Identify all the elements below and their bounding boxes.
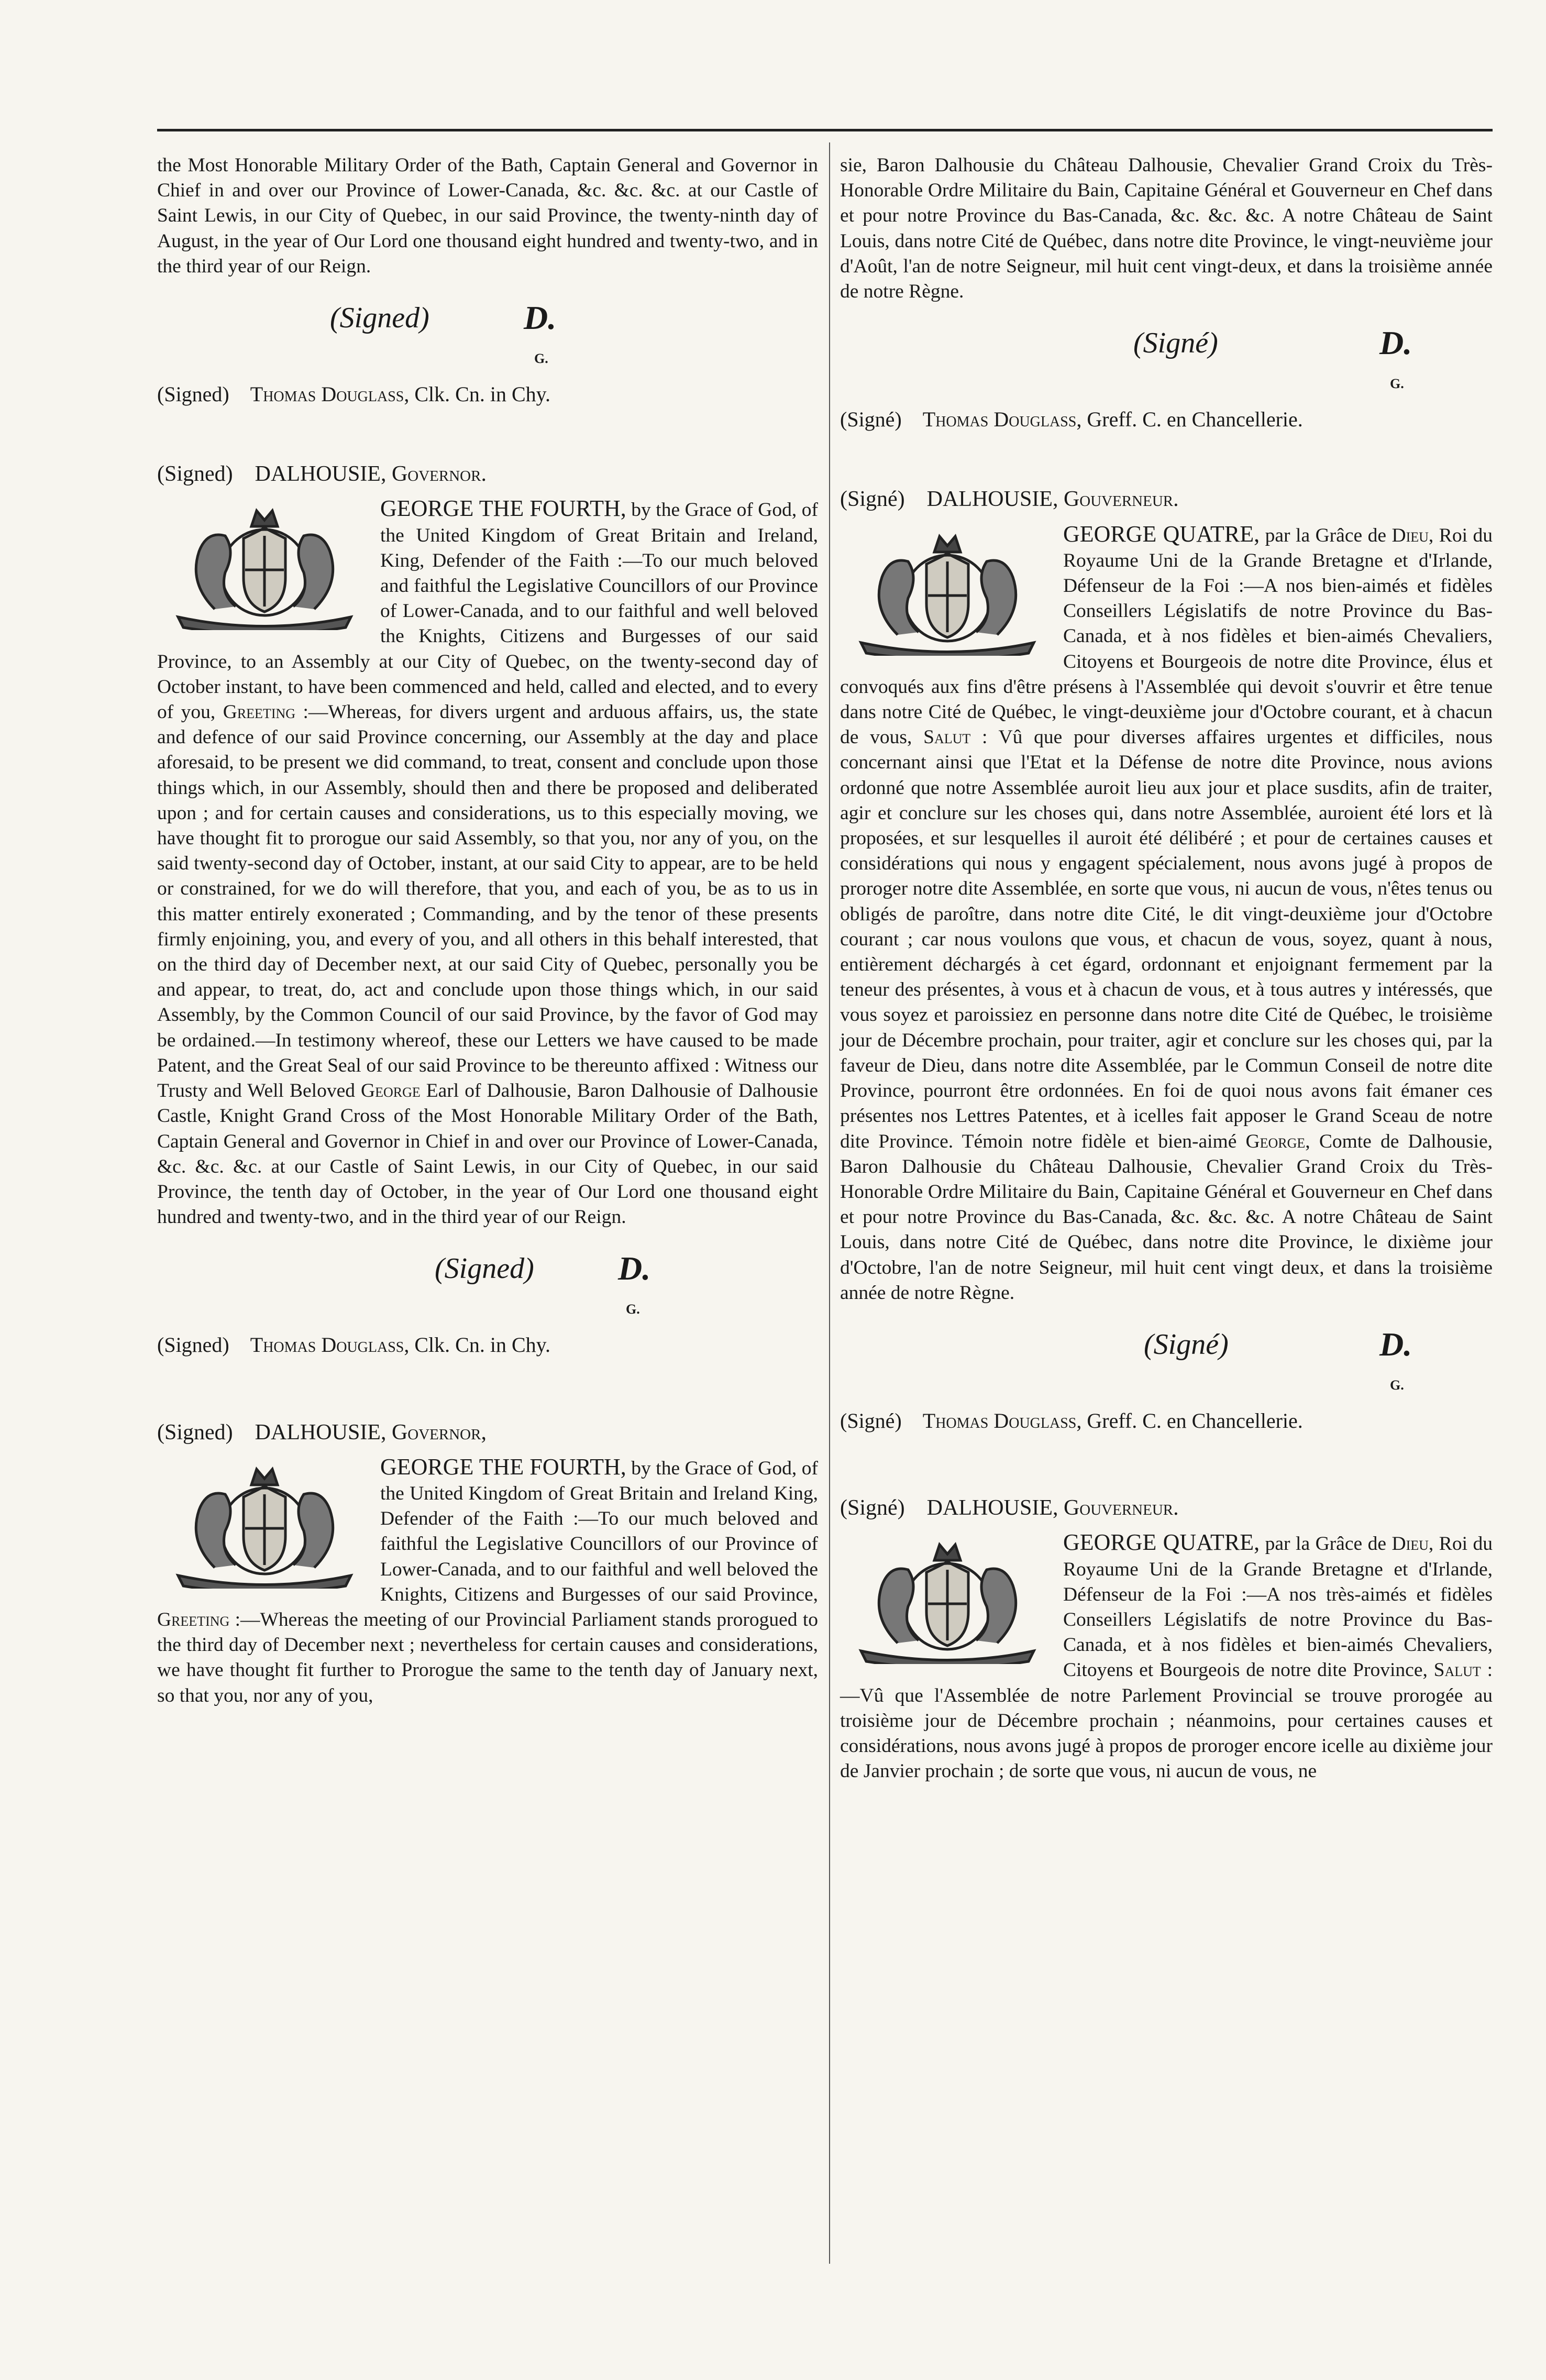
initial-g: G. <box>626 1302 640 1317</box>
salut: Salut <box>1433 1659 1481 1681</box>
french-proclamation-1: GEORGE QUATRE, par la Grâce de Dieu, Roi du Royaume Uni de la Grande Bretagne et d'Irlande, Défenseur de la Foi :—A nos bien-aimés et fidèles Conseillers Législatifs de notre Province du Bas-Canada, et à nos fidèles et bien-aimés Chevaliers, Citoyens et Bourgeois de notre dite Province, élus et convoqués aux fins d'être présens à l'Assemblée qui devoit s'ouvrir et être tenue dans notre Cité de Québec, le vingt-deuxième jour d'Octobre courant, et à chacun de vous, Salut : Vû que pour diverses affaires urgentes et difficiles, nous concernant ainsi que l'Etat et la Défense de notre dite Province, nous avions ordonné que notre Assemblée auroit lieu aux jour et place susdits, afin de traiter, agir et conclure sur les choses qui, dans notre Assemblée, auroient été lors et là proposées, et sur lesquelles il auroit été délibéré ; et pour de certaines causes et considérations qui nous y engagent spécialement, nous avons jugé à propos de proroger notre dite Assemblée, en sorte que vous, ni aucun de vous, n'êtes tenus ou obligés de paroître, dans notre dite Cité, le dit vingt-deuxième jour d'Octobre courant ; car nous voulons que vous, et chacun de vous, soyez, quant à nous, entièrement déchargés à cet égard, ordonnant et enjoignant fermement par la teneur des présentes, à vous et à chacun de vous, et à tous autres y intéressés, que vous soyez et paroissiez en personne dans notre dite Cité de Québec, le troisième jour de Décembre prochain, pour traiter, agir et conclure sur les choses qui, par la faveur de Dieu, dans notre dite Assemblée, par le Commun Conseil de notre dite Province, pourront être ordonnées. En foi de quoi nous avons fait émaner ces présentes nos Lettres Patentes, et à icelles fait apposer le Grand Sceau de notre dite Province. Témoin notre fidèle et bien-aimé George, Comte de Dalhousie, Baron Dalhousie du Château Dalhousie, Chevalier Grand Croix du Très-Honorable Ordre Militaire du Bain, Capitaine Général et Gouverneur en Chef dans et pour notre Province du Bas-Canada, &c. &c. &c. A notre Château de Saint Louis, dans notre Cité de Québec, dans notre dite Province, le dixième jour d'Octobre, l'an de notre Seigneur, mil huit cent vingt deux, et dans la troisième année de notre Règne. <box>840 521 1493 1304</box>
clerk-name: Thomas Douglass, <box>250 382 410 406</box>
french-signature-2 <box>840 1306 1493 1405</box>
royal-coat-of-arms-icon <box>840 525 1055 656</box>
dieu: Dieu <box>1392 524 1429 546</box>
french-proclamation-2-head: GEORGE QUATRE, <box>1063 1529 1260 1556</box>
gov-name: DALHOUSIE, <box>255 462 387 487</box>
initial-g: G. <box>1390 376 1404 392</box>
french-clerk-line-2: (Signé) Thomas Douglass, Greff. C. en Chancellerie. <box>840 1408 1303 1433</box>
french-governor-line-2: (Signé) DALHOUSIE, Gouverneur. <box>840 1496 1179 1520</box>
george: George <box>1245 1130 1306 1152</box>
initial-g: G. <box>534 351 548 367</box>
english-clerk-line-1 <box>157 382 818 407</box>
english-proclamation-2: GEORGE THE FOURTH, by the Grace of God, of the United Kingdom of Great Britain and Ireland King, Defender of the Faith :—To our much beloved and faithful the Legislative Councillors of our Province of Lower-Canada, and to our faithful and well beloved the Knights, Citizens and Burgesses of our said Province, Greeting :—Whereas the meeting of our Provincial Parliament stands prorogued to the third day of December next ; nevertheless for certain causes and considerations, we have thought fit further to Prorogue the same to the tenth day of January next, so that you, nor any of you, <box>157 1453 818 1706</box>
english-intro: the Most Honorable Military Order of the Bath, Captain General and Governor in Chief in and over our Province of Lower-Canada, &c. &c. &c. at our Castle of Saint Lewis, in our City of Quebec, in our said Province, the twenty-ninth day of August, in the year of Our Lord one thousand eight hundred and twenty-two, and in the third year of our Reign. <box>157 155 818 277</box>
royal-coat-of-arms-icon <box>157 499 372 630</box>
greeting: Greeting <box>157 1608 230 1630</box>
salut: Salut <box>923 726 971 748</box>
english-column <box>157 153 818 1709</box>
greeting: Greeting <box>223 701 296 723</box>
french-column <box>840 153 1493 1784</box>
initial-d: D. <box>1379 1325 1412 1363</box>
gov-title: Governor. <box>391 462 487 487</box>
french-proclamation-1-head: GEORGE QUATRE, <box>1063 521 1260 547</box>
george: George <box>360 1080 421 1102</box>
signed-label: (Signé) <box>1144 1328 1229 1361</box>
french-signature-1 <box>840 304 1493 404</box>
initial-d: D. <box>1379 324 1412 362</box>
english-governor-line-2: (Signed) DALHOUSIE, Governor, <box>157 1420 487 1445</box>
initial-d: D. <box>524 299 557 337</box>
french-intro: sie, Baron Dalhousie du Château Dalhousie, Chevalier Grand Croix du Très-Honorable Ordre Militaire du Bain, Capitaine Général et Gouverneur en Chef dans et pour notre Province du Bas-Canada, &c. &c. &c. A notre Château de Saint Louis, dans notre Cité de Québec, dans notre dite Province, le vingt-neuvième jour d'Août, l'an de notre Seigneur, mil huit cent vingt-deux, et dans la troisième année de notre Règne. <box>840 155 1493 303</box>
top-rule <box>157 129 1493 131</box>
english-signature-1 <box>157 279 818 379</box>
english-governor-line-1 <box>157 461 818 487</box>
french-clerk-line-1: (Signé) Thomas Douglass, Greff. C. en Chancellerie. <box>840 407 1303 432</box>
column-divider <box>829 142 830 2264</box>
gov-signed: (Signed) <box>157 462 233 487</box>
english-proclamation-2-head: GEORGE THE FOURTH, <box>380 1453 626 1480</box>
clerk-title: Clk. Cn. in Chy. <box>414 382 551 406</box>
initial-d: D. <box>618 1250 651 1287</box>
dieu: Dieu <box>1392 1533 1429 1555</box>
french-proclamation-2: GEORGE QUATRE, par la Grâce de Dieu, Roi du Royaume Uni de la Grande Bretagne et d'Irlande, Défenseur de la Foi :—A nos très-aimés et fidèles Conseillers Législatifs de notre Province du Bas-Canada, et à nos fidèles et bien-aimés Chevaliers, Citoyens et Bourgeois de notre dite Province, Salut :—Vû que l'Assemblée de notre Parlement Provincial se trouve prorogée au troisième jour de Décembre prochain ; néanmoins, pour certaines causes et considérations, nous avons jugé à propos de proroger encore icelle au dixième jour de Janvier prochain ; de sorte que vous, ni aucun de vous, ne <box>840 1529 1493 1782</box>
english-proclamation-1: GEORGE THE FOURTH, by the Grace of God, of the United Kingdom of Great Britain and Ireland, King, Defender of the Faith :—To our much beloved and faithful the Legislative Councillors of our Province of Lower-Canada, and to our faithful and well beloved the Knights, Citizens and Burgesses of our said Province, to an Assembly at our City of Quebec, on the twenty-second day of October instant, to have been commenced and held, called and elected, and to every of you, Greeting :—Whereas, for divers urgent and arduous affairs, us, the state and defence of our said Province concerning, our Assembly at the day and place aforesaid, to be present we did command, to treat, consent and conclude upon those things which, in our Assembly, should then and there be proposed and deliberated upon ; and for certain causes and considerations, us to this especially moving, we have thought fit to prorogue our said Assembly, so that you, nor any of you, on the said twenty-second day of October, instant, at our said City to appear, are to be held or constrained, for we do will therefore, that you, and each of you, be as to us in this matter entirely exonerated ; Commanding, and by the tenor of these presents firmly enjoining, you, and every of you, and all others in this behalf interested, that on the third day of December next, at our said City of Quebec, personally you be and appear, to treat, do, act and conclude upon those things which, in our said Assembly, by the Common Council of our said Province, by the favor of God may be ordained.—In testimony whereof, these our Letters we have caused to be made Patent, and the Great Seal of our said Province to be thereunto affixed : Witness our Trusty and Well Beloved George Earl of Dalhousie, Baron Dalhousie of Dalhousie Castle, Knight Grand Cross of the Most Honorable Military Order of the Bath, Captain General and Governor in Chief in and over our Province of Lower-Canada, &c. &c. &c. at our Castle of Saint Lewis, in our City of Quebec, in our said Province, the tenth day of October, in the year of Our Lord one thousand eight hundred and twenty-two, and in the third year of our Reign. <box>157 495 818 1228</box>
signed-label: (Signed) <box>330 302 429 335</box>
royal-coat-of-arms-icon <box>157 1458 372 1589</box>
english-signature-2 <box>157 1230 818 1329</box>
royal-coat-of-arms-icon <box>840 1533 1055 1664</box>
signed-label: (Signed) <box>435 1252 534 1285</box>
signed-label: (Signé) <box>1133 327 1218 360</box>
clerk-signed: (Signed) <box>157 382 229 406</box>
english-proclamation-1-head: GEORGE THE FOURTH, <box>380 495 626 522</box>
english-clerk-line-2: (Signed) Thomas Douglass, Clk. Cn. in Chy. <box>157 1333 551 1357</box>
initial-g: G. <box>1390 1377 1404 1393</box>
french-governor-line-1: (Signé) DALHOUSIE, Gouverneur. <box>840 487 1179 512</box>
